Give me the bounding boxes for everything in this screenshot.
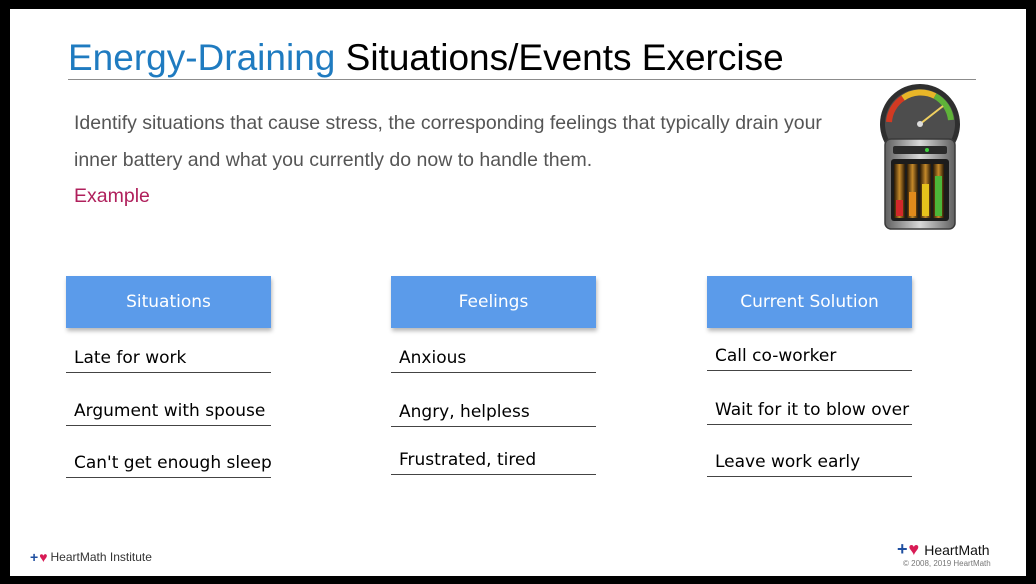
footer-brand-right xyxy=(897,539,990,560)
situation-item: Can't get enough sleep xyxy=(66,451,271,478)
title-divider xyxy=(68,79,976,80)
situation-item: Argument with spouse xyxy=(66,399,271,426)
feeling-item: Frustrated, tired xyxy=(391,448,596,475)
solution-item: Wait for it to blow over xyxy=(707,398,912,425)
plus-icon: + xyxy=(30,549,39,565)
solution-item: Call co-worker xyxy=(707,344,912,371)
feelings-header: Feelings xyxy=(391,276,596,328)
intro-text: Identify situations that cause stress, the corresponding feelings that typically drain your inner battery and what you currently do now to handle them. xyxy=(74,112,822,171)
current-solution-header: Current Solution xyxy=(707,276,912,328)
column-current-solution xyxy=(707,276,913,472)
heart-icon: ♥ xyxy=(908,539,920,559)
footer-brand-left xyxy=(30,549,152,565)
footer-left-text: HeartMath Institute xyxy=(50,550,152,564)
plus-icon: + xyxy=(897,539,908,559)
slide xyxy=(10,9,1026,576)
solution-item: Leave work early xyxy=(707,450,912,477)
footer-right-text: HeartMath xyxy=(924,541,990,558)
feeling-item: Angry, helpless xyxy=(391,400,596,427)
title-accent: Energy-Draining xyxy=(68,37,336,78)
page-title xyxy=(68,37,784,79)
situation-item: Late for work xyxy=(66,346,271,373)
example-label: Example xyxy=(74,185,150,207)
situations-header: Situations xyxy=(66,276,271,328)
battery-charger-meter-icon xyxy=(875,84,965,234)
copyright-text: © 2008, 2019 HeartMath xyxy=(903,559,991,568)
column-feelings xyxy=(391,276,597,470)
feeling-item: Anxious xyxy=(391,346,596,373)
column-situations xyxy=(66,276,272,473)
heart-icon: ♥ xyxy=(39,549,48,565)
title-rest: Situations/Events Exercise xyxy=(335,37,784,78)
